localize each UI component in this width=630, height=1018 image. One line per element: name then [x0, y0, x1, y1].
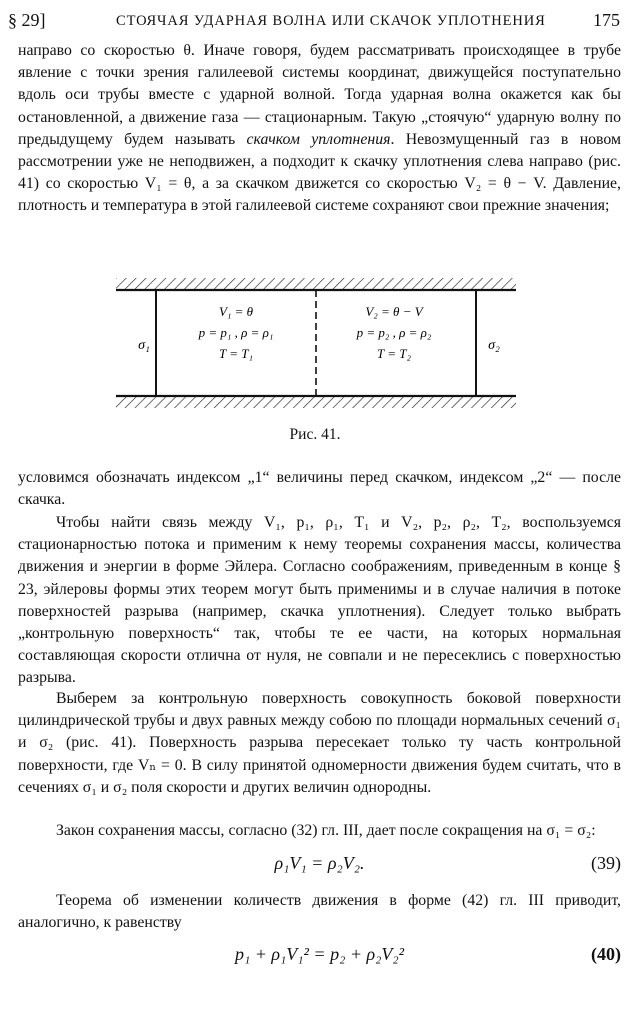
equation-39-expression: ρ₁V₁ = ρ₂V₂. [274, 853, 365, 873]
figure-41-tube-diagram [110, 274, 522, 414]
running-title: СТОЯЧАЯ УДАРНАЯ ВОЛНА ИЛИ СКАЧОК УПЛОТНЕНИЯ [116, 13, 546, 29]
paragraph-3-text: Чтобы найти связь между V₁, p₁, ρ₁, T₁ и V₂, p₂, ρ₂, T₂, воспользуемся стационарностью потока и применим к нему теоремы сохранения массы, количества движения и энергии в форме Эйлера. Согласно соображениям, приведенным в конце § 23, эйлеровы формы этих теорем могут быть применимы и в случае наличия в потоке поверхностей разрыва (например, скачка уплотнения). Следует только выбрать „контрольную поверхность“ так, чтобы те ее части, на которых нормальная составляющая скорости отлична от нуля, не совпали и не пересеклись с поверхностью разрыва. [18, 514, 621, 687]
paragraph-5 [18, 820, 621, 842]
tube-wall-top-hatching [116, 278, 516, 290]
sigma-2-label: σ₂ [488, 338, 500, 353]
emphasis-term: скачком уплотнения [246, 130, 391, 148]
region-1-pressure-density: p = p₁ , ρ = ρ₁ [198, 325, 274, 340]
paragraph-4-text: Выберем за контрольную поверхность совокупность боковой поверхности цилиндрической трубы и двух равных между собою по площади нормальных сечений σ₁ и σ₂ (рис. 41). Поверхность разрыва пересекает только ту часть контрольной поверхности, где Vₙ = 0. В силу принятой одномерности движения будем считать, что в сечениях σ₁ и σ₂ поля скорости и других величин однородны. [18, 690, 621, 796]
region-2-temperature: T = T₂ [376, 346, 412, 361]
equation-39-number: (39) [591, 853, 621, 873]
paragraph-1-continuation: . Невозмущенный газ в новом рассмотрении уже не неподвижен, а подходит к скачку уплотнения слева направо (рис. 41) со скоростью V₁ = θ, а за скачком движется со скоростью V₂ = θ − V. Давление, плотность и температура в этой галилеевой системе сохраняют свои прежние значения; [18, 130, 621, 215]
paragraph-2 [18, 467, 621, 511]
paragraph-6 [18, 890, 621, 934]
paragraph-1 [18, 40, 621, 218]
region-1-velocity: V₁ = θ [218, 304, 254, 319]
running-header [8, 8, 620, 34]
equation-40-number: (40) [591, 944, 621, 964]
paragraph-5-text: Закон сохранения массы, согласно (32) гл. III, дает после сокращения на σ₁ = σ₂: [56, 822, 596, 839]
paragraph-3 [18, 512, 621, 690]
figure-caption: Рис. 41. [289, 426, 341, 443]
equation-39 [18, 853, 621, 881]
section-marker: § 29] [8, 10, 46, 30]
region-2-pressure-density: p = p₂ , ρ = ρ₂ [356, 325, 432, 340]
page-number: 175 [593, 10, 620, 30]
equation-40 [18, 944, 621, 974]
region-1-temperature: T = T₁ [218, 346, 254, 361]
region-2-velocity: V₂ = θ − V [365, 304, 423, 319]
tube-wall-bottom-hatching [116, 396, 516, 408]
sigma-1-label: σ₁ [138, 338, 150, 353]
paragraph-1-text: направо со скоростью θ. Иначе говоря, будем рассматривать происходящее в трубе явление с точки зрения галилеевой системы координат, движущейся поступательно вдоль оси трубы вместе с ударной волной. Тогда ударная волна окажется как бы остановленной, а движение газа — стационарным. Такую „стоячую“ ударную волну по предыдущему будем называть [18, 42, 621, 148]
equation-40-expression: p₁ + ρ₁V₁² = p₂ + ρ₂V₂² [234, 944, 405, 964]
paragraph-2-text: условимся обозначать индексом „1“ величины перед скачком, индексом „2“ — после скачка. [18, 469, 621, 509]
paragraph-4 [18, 688, 621, 799]
paragraph-6-text: Теорема об изменении количеств движения в форме (42) гл. III приводит, аналогично, к равенству [18, 892, 621, 932]
